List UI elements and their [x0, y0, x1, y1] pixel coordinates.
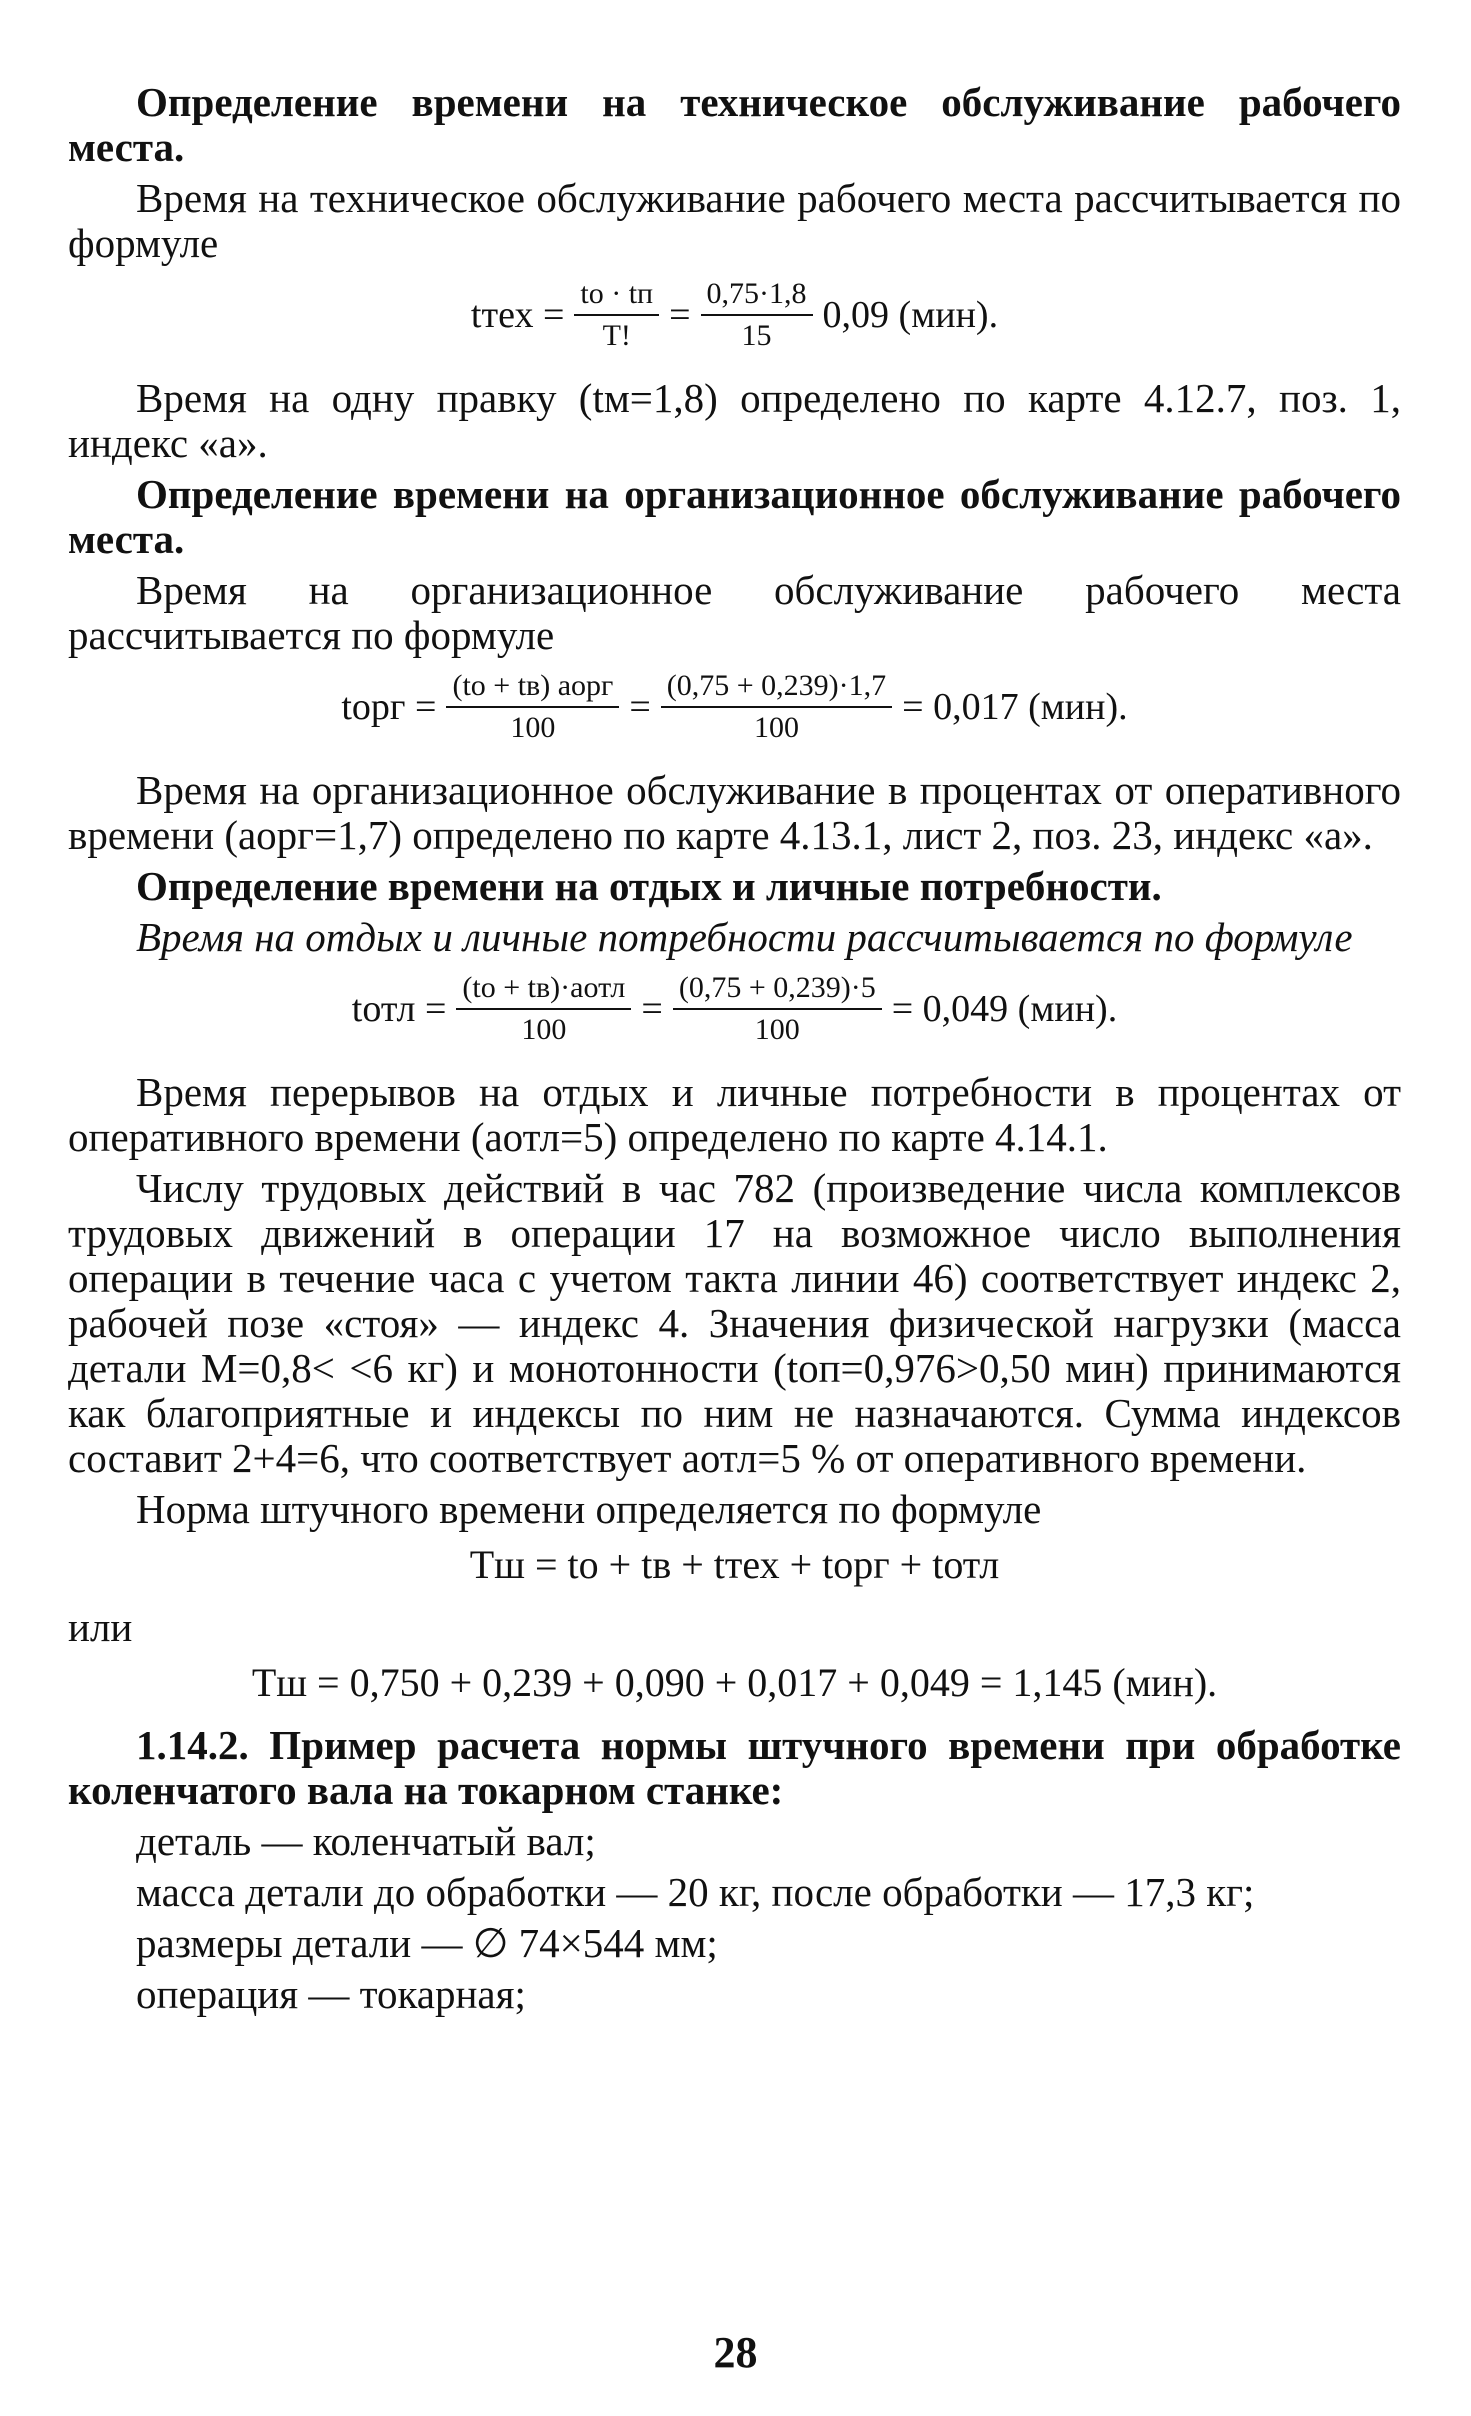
- heading-rest: Определение времени на отдых и личные потребности.: [136, 863, 1162, 909]
- equals-sign: =: [669, 293, 691, 336]
- fraction: [456, 970, 631, 1048]
- paragraph: Норма штучного времени определяется по формуле: [136, 1486, 1042, 1532]
- paragraph: Числу трудовых действий в час 782 (произведение числа комплексов трудовых движений в операции 17 на возможное число выполнения операции в течение часа с учетом такта линии 46) соответствует индекс 2, рабочей позе «стоя» — индекс 4. Значения физической нагрузки (масса детали M=0,8< <6 кг) и монотонности (tоп=0,976>0,50 мин) принимаются как благоприятные и индексы по ним не назначаются. Сумма индексов составит 2+4=6, что соответствует aотл=5 % от оперативного времени.: [68, 1165, 1401, 1481]
- formula-t-sh: Tш = tо + tв + tтех + tорг + tотл: [469, 1542, 1000, 1587]
- formula-lhs: tорг =: [341, 685, 437, 728]
- formula-t-sh-values: Tш = 0,750 + 0,239 + 0,090 + 0,017 + 0,049 = 1,145 (мин).: [251, 1660, 1218, 1705]
- fraction: [661, 668, 892, 746]
- fraction: [446, 668, 619, 746]
- formula-t-otl: [68, 970, 1401, 1048]
- equals-sign: =: [641, 987, 663, 1030]
- numerator: (0,75 + 0,239)·5: [673, 970, 882, 1010]
- heading-tech-service: Определение времени на техническое обслуживание рабочего места.: [68, 79, 1401, 170]
- paragraph: Время на организационное обслуживание рабочего места рассчитывается по формуле: [68, 567, 1401, 658]
- page-number: 28: [713, 2328, 758, 2377]
- paragraph: Время на техническое обслуживание рабочего места рассчитывается по формуле: [68, 175, 1401, 266]
- formula-result: = 0,017 (мин).: [902, 685, 1128, 728]
- list-item: размеры детали — ∅ 74×544 мм;: [136, 1920, 718, 1966]
- paragraph: Время на отдых и личные потребности рассчитывается по формуле: [136, 914, 1353, 960]
- formula-t-tech: [68, 276, 1401, 354]
- formula-t-org: [68, 668, 1401, 746]
- fraction: [701, 276, 813, 354]
- numerator: (tо + tв) aорг: [446, 668, 619, 708]
- denominator: 100: [521, 1013, 567, 1046]
- formula-result: 0,09 (мин).: [822, 293, 999, 336]
- denominator: T!: [602, 319, 631, 352]
- paragraph: Время перерывов на отдых и личные потребности в процентах от оперативного времени (aотл=5) определено по карте 4.14.1.: [68, 1069, 1401, 1160]
- numerator: (0,75 + 0,239)·1,7: [661, 668, 892, 708]
- paragraph-or: или: [68, 1604, 133, 1650]
- numerator: 0,75·1,8: [701, 276, 813, 316]
- fraction: [574, 276, 659, 354]
- formula-lhs: tотл =: [351, 987, 447, 1030]
- formula-result: = 0,049 (мин).: [891, 987, 1118, 1030]
- denominator: 100: [510, 711, 556, 744]
- heading-example: 1.14.2. Пример расчета нормы штучного времени при обработке коленчатого вала на токарном станке:: [68, 1722, 1401, 1813]
- numerator: tо · tп: [574, 276, 659, 316]
- list-item: операция — токарная;: [136, 1971, 526, 2017]
- denominator: 100: [753, 711, 799, 744]
- list-item: масса детали до обработки — 20 кг, после обработки — 17,3 кг;: [136, 1869, 1255, 1915]
- paragraph: Время на одну правку (tм=1,8) определено по карте 4.12.7, поз. 1, индекс «а».: [68, 375, 1401, 466]
- fraction: [673, 970, 882, 1048]
- formula-lhs: tтех =: [470, 293, 565, 336]
- paragraph: Время на организационное обслуживание в процентах от оперативного времени (aорг=1,7) определено по карте 4.13.1, лист 2, поз. 23, индекс «а».: [68, 767, 1401, 858]
- heading-org-service: Определение времени на организационное обслуживание рабочего места.: [68, 471, 1401, 562]
- numerator: (tо + tв)·aотл: [456, 970, 631, 1010]
- list-item: деталь — коленчатый вал;: [136, 1818, 596, 1864]
- equals-sign: =: [629, 685, 651, 728]
- denominator: 100: [754, 1013, 800, 1046]
- denominator: 15: [741, 319, 772, 352]
